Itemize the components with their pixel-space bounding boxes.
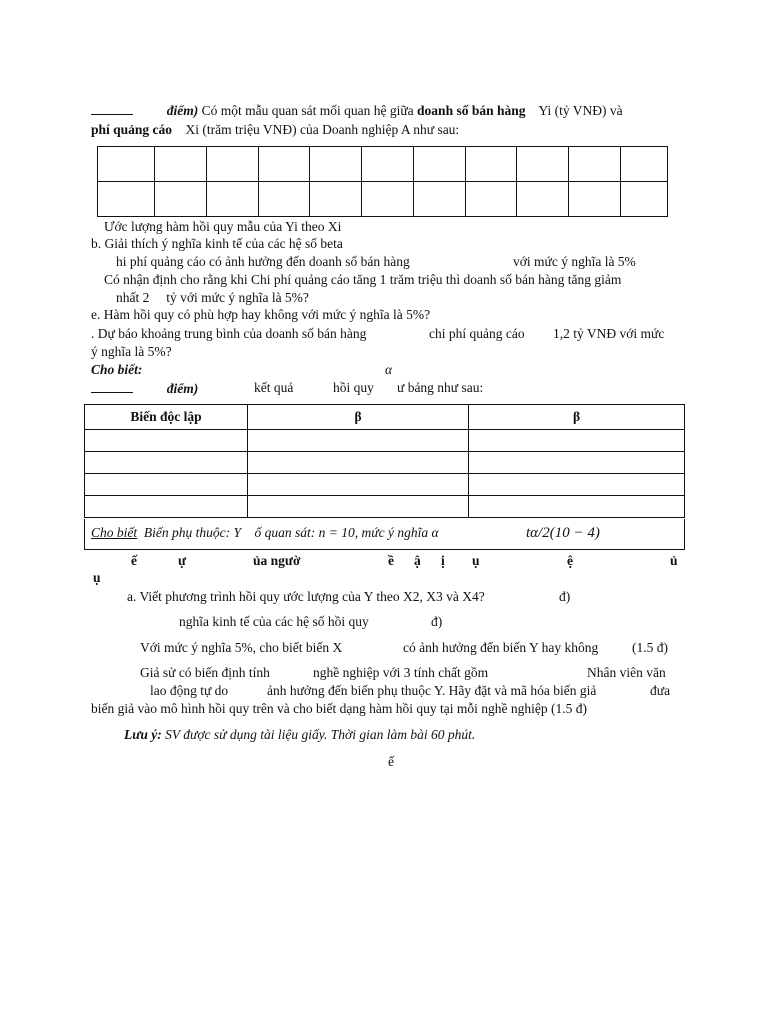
q1-item-f1 xyxy=(91,326,366,342)
frag-text: ị xyxy=(441,553,445,568)
q1-intro: Có một mẫu quan sát mối quan hệ giữa xyxy=(201,103,414,118)
q1-sales-term: doanh số bán hàng xyxy=(417,103,526,118)
q2-item-c-b: có ảnh hưởng đến biến Y hay không xyxy=(403,640,599,655)
q1-item-c-text: hi phí quảng cáo có ảnh hưởng đến doanh số bán hàng xyxy=(116,254,410,269)
table-note-sample: ố quan sát: n = 10, mức ý nghĩa α xyxy=(254,525,439,540)
q1-item-f1c: 1,2 tỷ VNĐ với mức xyxy=(553,326,665,341)
q1-sales-unit: Yi (tỷ VNĐ) và xyxy=(538,103,623,118)
q1-ad-term: phí quảng cáo xyxy=(91,122,173,137)
q1-item-e: e. Hàm hồi quy có phù hợp hay không với mức ý nghĩa là 5%? xyxy=(91,307,431,322)
q1-item-b: b. Giải thích ý nghĩa kinh tế của các hệ số beta xyxy=(91,236,343,251)
frag-text: ự xyxy=(178,553,187,568)
q2-item-a: a. Viết phương trình hồi quy ước lượng của Y theo X2, X3 và X4? xyxy=(127,589,485,604)
q1-points-label: điểm) xyxy=(166,103,199,118)
col-header-variable: Biến độc lập xyxy=(85,405,248,430)
q1-item-f2: ý nghĩa là 5%? xyxy=(91,344,172,359)
q2-line1 xyxy=(91,380,198,397)
q2-item-c: Với mức ý nghĩa 5%, cho biết biến X xyxy=(140,640,343,655)
q2-item-d1c: Nhân viên văn xyxy=(587,665,666,680)
table-row xyxy=(85,452,685,474)
q2-item-d3: biến giả vào mô hình hồi quy trên và cho biết dạng hàm hồi quy tại mỗi nghề nghiệp (1.5 đ) xyxy=(91,701,588,716)
score-blank xyxy=(91,102,133,115)
regression-table xyxy=(84,404,685,518)
q1-item-d1: Có nhận định cho rằng khi Chi phí quảng cáo tăng 1 trăm triệu thì doanh số bán hàng tăng giảm xyxy=(104,272,622,287)
q2-item-d2a: lao động tự do xyxy=(150,683,229,698)
footer-note-label: Lưu ý: xyxy=(124,727,162,742)
q2-item-d2c: đưa xyxy=(650,683,671,698)
q1-item-f1b: chi phí quảng cáo xyxy=(429,326,525,341)
table-note xyxy=(91,525,439,541)
table-row xyxy=(98,147,668,182)
q1-item-a: Ước lượng hàm hồi quy mẫu của Yi theo Xi xyxy=(104,219,342,234)
q2-item-c-points: (1.5 đ) xyxy=(632,640,668,655)
frag-text: ế xyxy=(131,553,137,568)
q2-points-label: điểm) xyxy=(166,381,199,396)
footer-note xyxy=(124,727,475,743)
col-header-beta-1: β xyxy=(248,405,469,430)
col-header-beta-2: β xyxy=(469,405,685,430)
footer-end-mark: ế xyxy=(388,754,394,769)
frag-text: ề xyxy=(388,553,394,568)
table-row xyxy=(85,474,685,496)
table-note-dependent: Biến phụ thuộc: Y xyxy=(143,525,241,540)
table-note-label: Cho biết xyxy=(91,525,138,540)
table-row xyxy=(98,182,668,217)
q2-item-b: nghĩa kinh tế của các hệ số hồi quy xyxy=(179,614,369,629)
q2-item-d1b: nghề nghiệp với 3 tính chất gồm xyxy=(313,665,489,680)
frag-text: ụ xyxy=(472,553,480,568)
q1-ad-unit: Xi (trăm triệu VNĐ) của Doanh nghiệp A như sau: xyxy=(185,122,460,137)
table-row xyxy=(85,430,685,452)
footer-note-text: SV được sử dụng tài liệu giấy. Thời gian làm bài 60 phút. xyxy=(165,727,476,742)
q1-item-c xyxy=(116,254,410,270)
sample-data-table xyxy=(97,146,668,217)
q2-item-d1a: Giả sử có biến định tính xyxy=(140,665,270,680)
q1-item-d2-a: nhất 2 xyxy=(116,290,150,305)
q2-item-a-points: đ) xyxy=(559,589,571,604)
frag-text: ụ xyxy=(93,570,101,585)
q1-item-f-a: . Dự báo khoảng trung bình của doanh số bán hàng xyxy=(91,326,367,341)
score-blank-2 xyxy=(91,380,133,393)
q2-item-d2b: ảnh hưởng đến biến phụ thuộc Y. Hãy đặt và mã hóa biến giả xyxy=(267,683,597,698)
t-statistic: tα/2(10 − 4) xyxy=(526,525,600,541)
alpha-symbol: α xyxy=(385,362,393,377)
frag-text: ậ xyxy=(414,553,421,568)
table-header-row xyxy=(85,405,685,430)
frag-text: ủa ngườ xyxy=(253,553,301,568)
q2-item-b-points: đ) xyxy=(431,614,443,629)
q2-table-intro: ư bảng như sau: xyxy=(397,380,484,395)
q1-item-c-tail: với mức ý nghĩa là 5% xyxy=(513,254,636,269)
q1-item-d2-b: tỷ với mức ý nghĩa là 5%? xyxy=(166,290,309,305)
table-row xyxy=(85,496,685,518)
q2-regression: hồi quy xyxy=(333,380,374,395)
frag-text: ủ xyxy=(670,553,678,568)
q1-item-d2 xyxy=(116,290,309,306)
q1-line1 xyxy=(91,102,623,119)
q1-line2 xyxy=(91,122,459,138)
q1-given-label: Cho biết: xyxy=(91,362,143,377)
q2-result: kết quả xyxy=(254,380,294,395)
frag-text: ệ xyxy=(567,553,573,568)
